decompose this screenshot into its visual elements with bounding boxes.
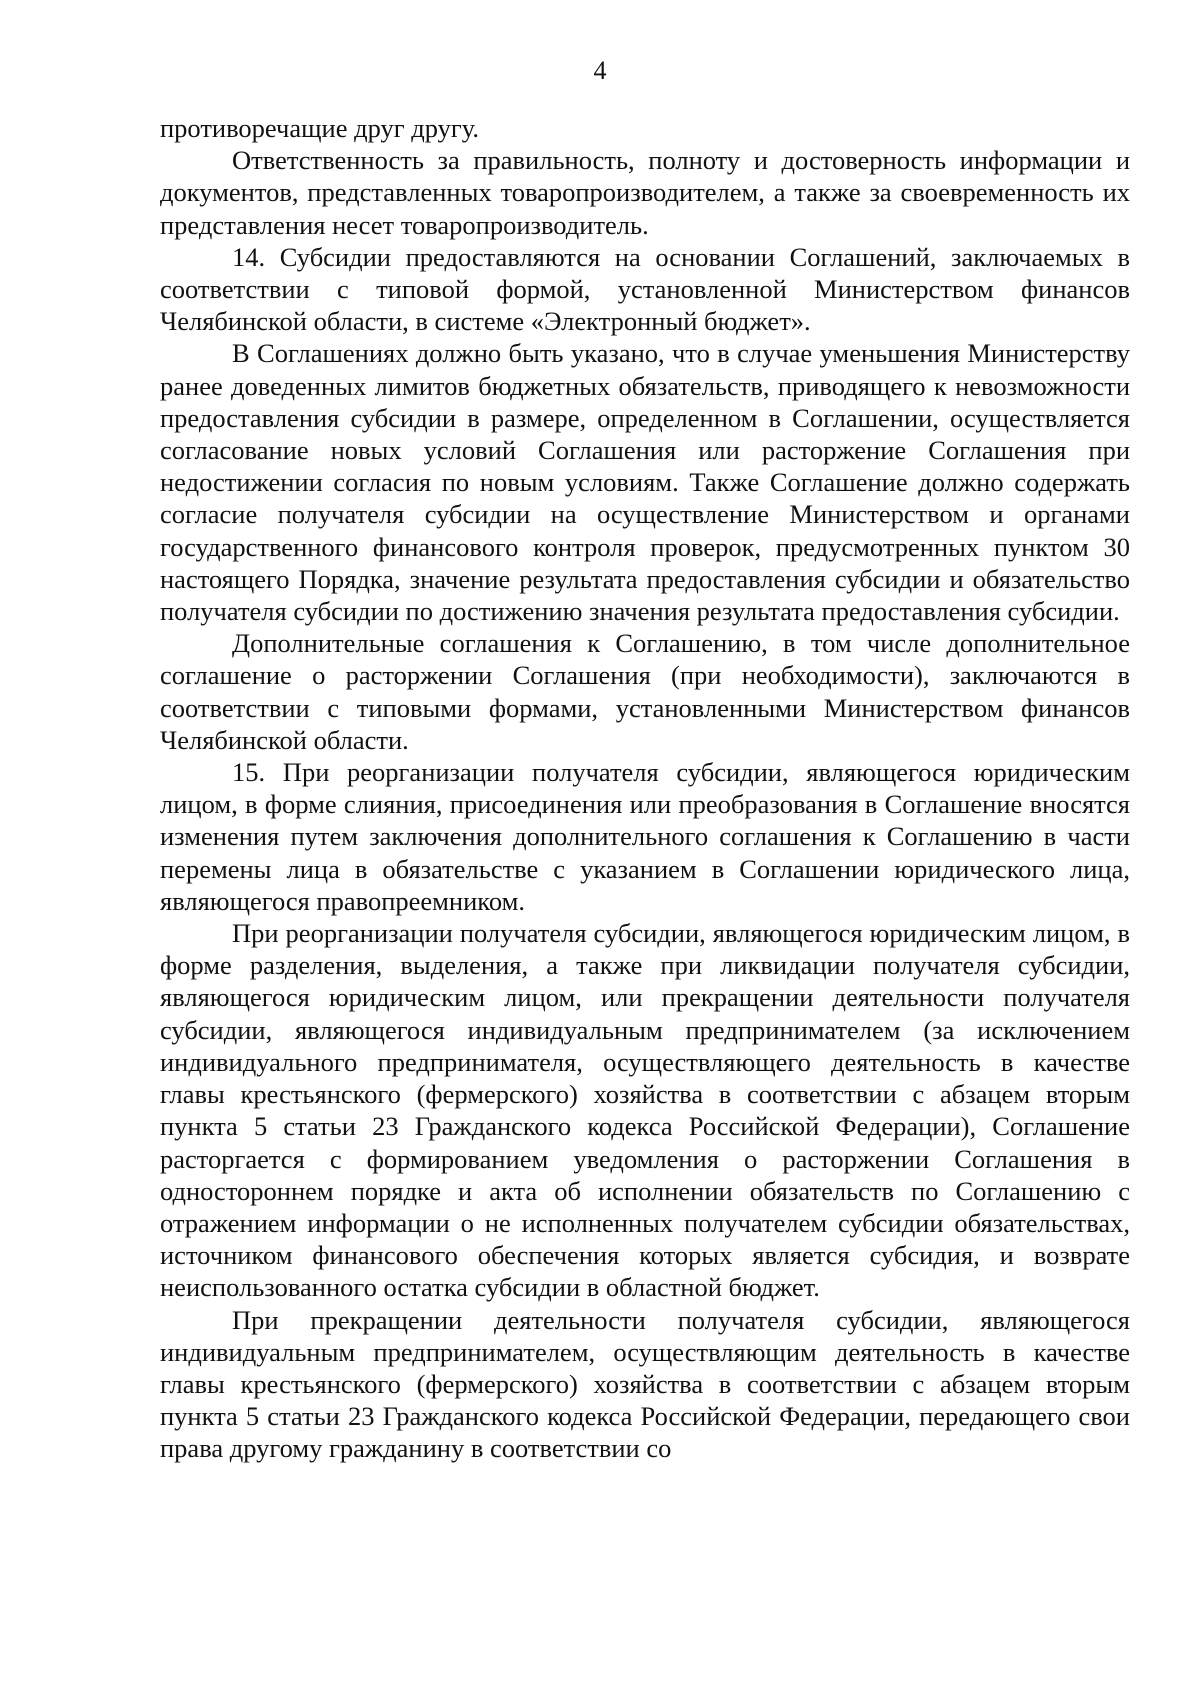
document-body [160,112,1130,1465]
paragraph-item-14: 14. Субсидии предоставляются на основании Соглашений, заключаемых в соответствии с типовой формой, установленной Министерством финансов Челябинской области, в системе «Электронный бюджет». [160,241,1130,337]
paragraph-termination: При прекращении деятельности получателя субсидии, являющегося индивидуальным предпринимателем, осуществляющим деятельность в качестве главы крестьянского (фермерского) хозяйства в соответствии с абзацем вторым пункта 5 статьи 23 Гражданского кодекса Российской Федерации, передающего свои права другому гражданину в соответствии со [160,1304,1130,1464]
paragraph-additional-agreements: Дополнительные соглашения к Соглашению, в том числе дополнительное соглашение о расторжении Соглашения (при необходимости), заключаются в соответствии с типовыми формами, установленными Министерством финансов Челябинской области. [160,628,1130,755]
paragraph-item-15: 15. При реорганизации получателя субсидии, являющегося юридическим лицом, в форме слияния, присоединения или преобразования в Соглашение вносятся изменения путем заключения дополнительного соглашения к Соглашению в части перемены лица в обязательстве с указанием в Соглашении юридического лица, являющегося правопреемником. [160,757,1130,916]
paragraph-agreement-conditions: В Соглашениях должно быть указано, что в случае уменьшения Министерству ранее доведенных лимитов бюджетных обязательств, приводящего к невозможности предоставления субсидии в размере, определенном в Соглашении, осуществляется согласование новых условий Соглашения или расторжение Соглашения при недостижении согласия по новым условиям. Также Соглашение должно содержать согласие получателя субсидии на осуществление Министерством и органами государственного финансового контроля проверок, предусмотренных пунктом 30 настоящего Порядка, значение результата предоставления субсидии и обязательство получателя субсидии по достижению значения результата предоставления субсидии. [160,338,1130,627]
paragraph-responsibility: Ответственность за правильность, полноту и достоверность информации и документов, представленных товаропроизводителем, а также за своевременность их представления несет товаропроизводитель. [160,145,1130,240]
page-number: 4 [593,56,607,85]
paragraph-continuation: противоречащие друг другу. [160,113,479,143]
paragraph-reorganization: При реорганизации получателя субсидии, являющегося юридическим лицом, в форме разделения, выделения, а также при ликвидации получателя субсидии, являющегося юридическим лицом, или прекращении деятельности получателя субсидии, являющегося индивидуальным предпринимателем (за исключением индивидуального предпринимателя, осуществляющего деятельность в качестве главы крестьянского (фермерского) хозяйства в соответствии с абзацем вторым пункта 5 статьи 23 Гражданского кодекса Российской Федерации), Соглашение расторгается с формированием уведомления о расторжении Соглашения в одностороннем порядке и акта об исполнении обязательств по Соглашению с отражением информации о не исполненных получателем субсидии обязательствах, источником финансового обеспечения которых является субсидия, и возврате неиспользованного остатка субсидии в областной бюджет. [160,918,1130,1303]
